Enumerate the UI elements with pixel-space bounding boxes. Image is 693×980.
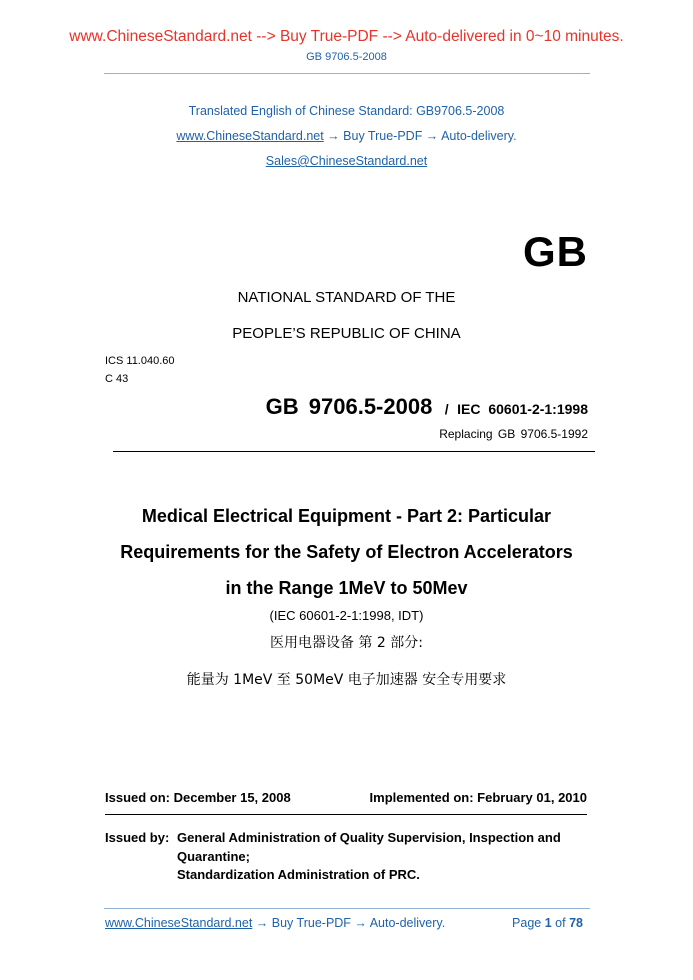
issuer-line-2: Quarantine; [177, 849, 250, 864]
issuer-line-1: General Administration of Quality Supervision, Inspection and [177, 830, 561, 845]
gb-mark: GB [523, 228, 588, 275]
intro-site-link[interactable]: www.ChineseStandard.net [176, 129, 324, 143]
national-line-1: NATIONAL STANDARD OF THE [237, 289, 456, 306]
page-total: 78 [569, 916, 583, 930]
replacing-line: Replacing GB 9706.5-1992 [439, 427, 588, 441]
issuer-line-3: Standardization Administration of PRC. [177, 867, 420, 882]
page-label: Page [512, 916, 542, 930]
title-line-2: Requirements for the Safety of Electron Accelerators [120, 542, 573, 562]
equivalence-line: (IEC 60601-2-1:1998, IDT) [269, 608, 424, 623]
title-line-3: in the Range 1MeV to 50Mev [225, 578, 468, 598]
intro-email-line [0, 154, 693, 168]
translated-line: Translated English of Chinese Standard: GB9706.5-2008 [188, 104, 505, 118]
footer-site-line [105, 916, 445, 930]
of-label: of [555, 916, 566, 930]
implemented-date: Implemented on: February 01, 2010 [369, 790, 587, 805]
header-banner[interactable]: www.ChineseStandard.net --> Buy True-PDF --> Auto-delivered in 0~10 minutes. [69, 28, 624, 45]
ccs-code: C 43 [105, 373, 129, 385]
standard-number-line [266, 394, 588, 420]
footer-site-link[interactable]: www.ChineseStandard.net [105, 916, 253, 930]
intro-site-suffix: → Buy True-PDF → Auto-delivery. [323, 129, 517, 143]
issued-date: Issued on: December 15, 2008 [105, 790, 291, 805]
dates-divider [105, 814, 587, 815]
chinese-title-line-2: 能量为 1MeV 至 50MeV 电子加速器 安全专用要求 [186, 672, 507, 688]
chinese-title-line-1: 医用电器设备 第 2 部分: [270, 635, 423, 651]
header-doc-code: GB 9706.5-2008 [306, 51, 387, 63]
national-line-2: PEOPLE’S REPUBLIC OF CHINA [232, 325, 461, 342]
footer-divider [104, 908, 590, 909]
iec-number: IEC 60601-2-1:1998 [457, 401, 588, 417]
sales-email-link[interactable]: Sales@ChineseStandard.net [265, 154, 428, 168]
header-divider [104, 73, 590, 74]
ics-code: ICS 11.040.60 [105, 355, 175, 367]
intro-site-line [0, 129, 693, 143]
title-line-1: Medical Electrical Equipment - Part 2: Particular [141, 506, 552, 526]
page-counter [512, 916, 583, 930]
cover-divider [113, 451, 595, 452]
standard-separator: / [444, 401, 449, 417]
page-number: 1 [544, 916, 552, 930]
standard-number: GB 9706.5-2008 [265, 394, 433, 419]
issued-by-label: Issued by: [105, 830, 170, 845]
footer-site-suffix: → Buy True-PDF → Auto-delivery. [252, 916, 446, 930]
